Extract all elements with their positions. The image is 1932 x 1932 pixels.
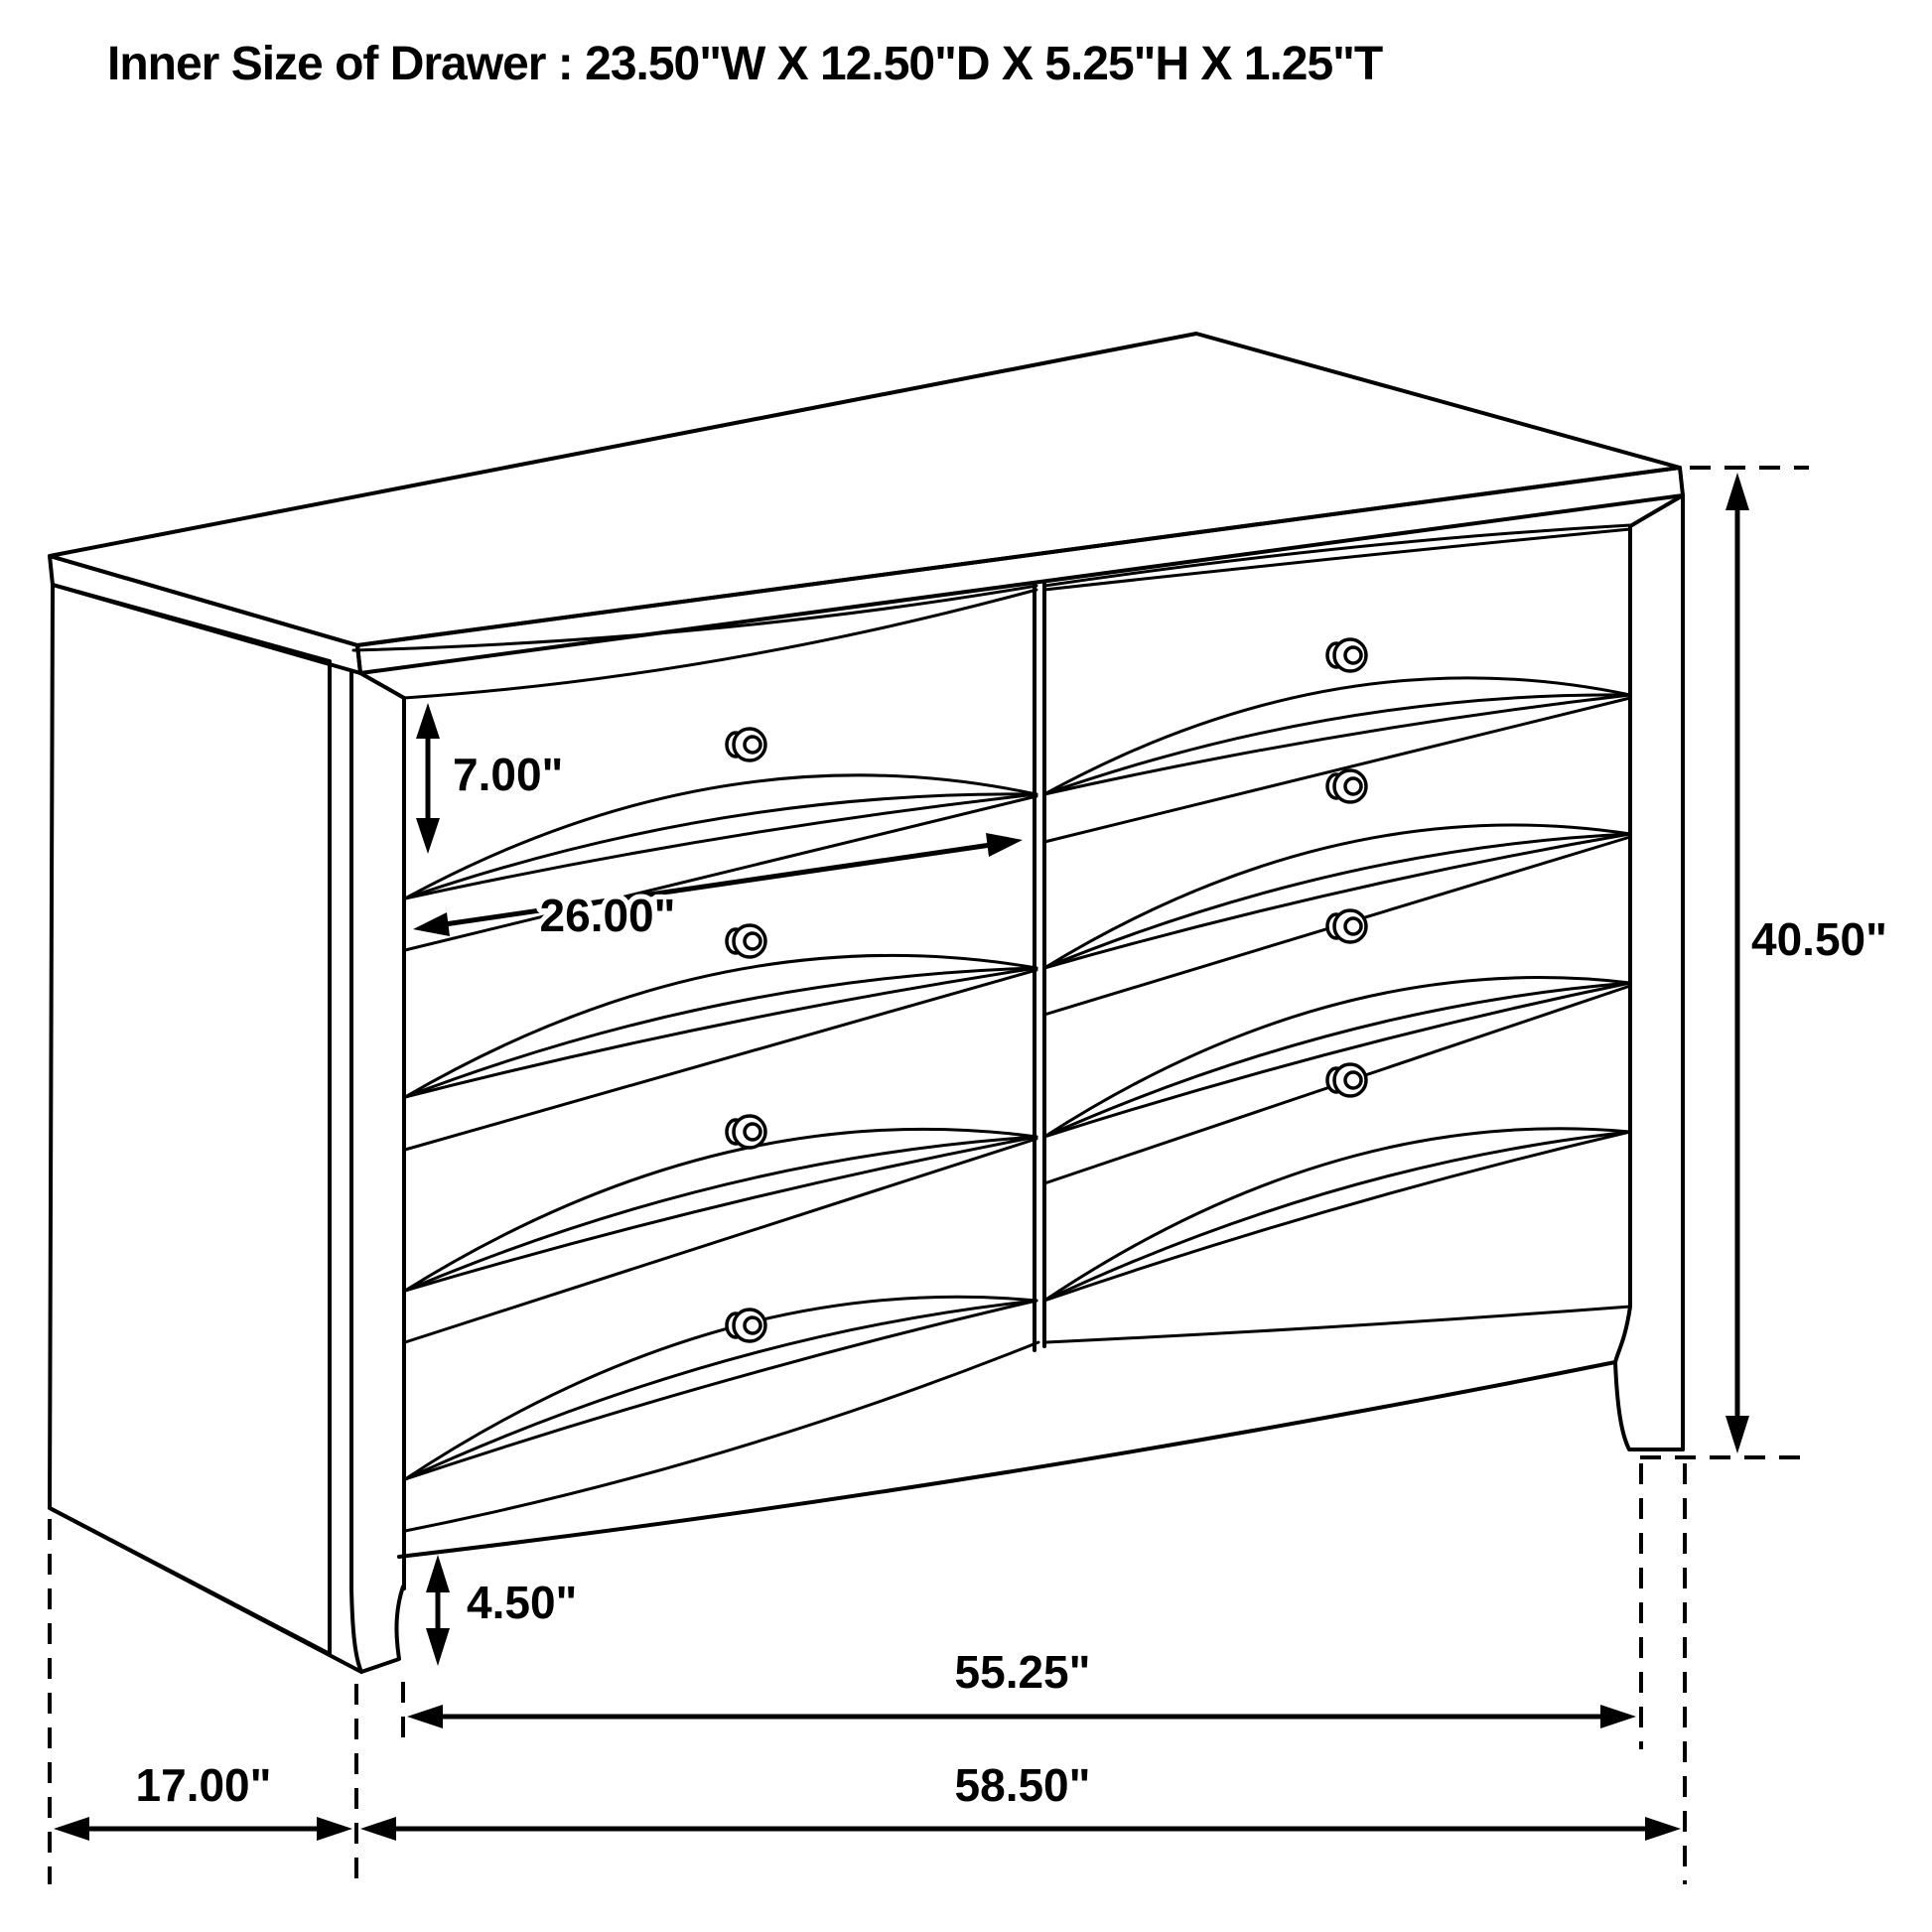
right-column-drawer-details <box>1044 678 1630 1301</box>
lens-curve <box>1044 834 1630 968</box>
page-title: Inner Size of Drawer : 23.50"W X 12.50"D X 5.25"H X 1.25"T <box>107 38 1383 90</box>
dimension-label-floor-clearance: 4.50" <box>467 1577 578 1628</box>
dimension-floor-clearance <box>426 1555 577 1666</box>
drawer-knob <box>1327 770 1366 802</box>
projection-lines <box>50 468 1809 1884</box>
drawer-knob <box>1327 1064 1366 1096</box>
lens-curve <box>1044 983 1630 1137</box>
dimension-label-overall-height: 40.50" <box>1751 913 1887 965</box>
drawer-knob <box>1327 639 1366 671</box>
lens-curve <box>1044 983 1630 1137</box>
dimension-label-base-width: 55.25" <box>954 1646 1091 1698</box>
lens-curve <box>405 968 1036 1097</box>
arrowhead-left-icon <box>54 1817 89 1841</box>
arrowhead-right-icon <box>986 833 1023 857</box>
lens-curve <box>405 955 1036 1097</box>
dimension-label-overall-width: 58.50" <box>954 1759 1091 1811</box>
arrowhead-right-icon <box>1600 1705 1636 1728</box>
top-face <box>50 334 1680 645</box>
arrowhead-up-icon <box>1725 473 1749 510</box>
drawer-knob <box>727 925 765 957</box>
lens-curve <box>1044 825 1630 968</box>
arrowhead-down-icon <box>426 1628 450 1666</box>
drawer-knob <box>727 1310 765 1341</box>
lens-curve <box>405 1129 1036 1291</box>
drawer-knob <box>727 729 765 760</box>
right-column-top-curve-inner <box>1044 529 1630 590</box>
dresser-top-panel <box>50 334 1683 673</box>
front-frame <box>351 495 1683 1588</box>
side-panel-face <box>50 585 330 1654</box>
dimension-label-drawer-width: 26.00" <box>539 890 676 941</box>
arrowhead-left-icon <box>407 1705 443 1728</box>
drawer-knob <box>727 1116 765 1148</box>
dresser-drawing <box>50 334 1683 1672</box>
dimension-label-side-depth: 17.00" <box>135 1759 272 1811</box>
arrowhead-up-icon <box>416 703 440 739</box>
dimension-drawer-height <box>416 703 563 854</box>
lens-curve <box>1044 1132 1630 1301</box>
rail-bottom-edge <box>399 1362 1615 1557</box>
dimension-overall-height <box>1725 473 1887 1453</box>
front-left-leg <box>351 1587 403 1672</box>
dresser-side-panel <box>50 585 361 1672</box>
arrowhead-right-icon <box>1645 1817 1681 1841</box>
left-top-bevel <box>360 673 404 698</box>
dimension-overall-width <box>360 1759 1681 1841</box>
dimension-side-depth <box>54 1759 352 1841</box>
rail-top-right <box>1046 1307 1630 1342</box>
right-column-top-curve-outer <box>1044 525 1630 586</box>
drawer-gap-line <box>405 970 1036 1150</box>
arrowhead-down-icon <box>1725 1416 1749 1453</box>
drawer-knob <box>1327 910 1366 942</box>
arrowhead-down-icon <box>416 818 440 854</box>
arrowhead-left-icon <box>413 912 450 936</box>
arrowhead-right-icon <box>317 1817 352 1841</box>
lens-curve <box>405 1137 1036 1291</box>
front-right-leg <box>1615 1307 1683 1449</box>
dimension-base-width <box>407 1646 1636 1728</box>
side-panel-bottom-edge <box>50 1508 361 1672</box>
left-column-drawer-details <box>405 775 1036 1479</box>
lens-curve <box>405 968 1036 1097</box>
lens-curve <box>405 1137 1036 1291</box>
lens-curve <box>1044 1132 1630 1301</box>
drawer-top-bevels <box>353 525 1630 698</box>
lens-curve <box>1044 834 1630 968</box>
dimension-label-drawer-height: 7.00" <box>453 749 564 800</box>
arrowhead-left-icon <box>360 1817 396 1841</box>
arrowhead-up-icon <box>426 1555 450 1592</box>
dimension-line <box>445 845 991 924</box>
